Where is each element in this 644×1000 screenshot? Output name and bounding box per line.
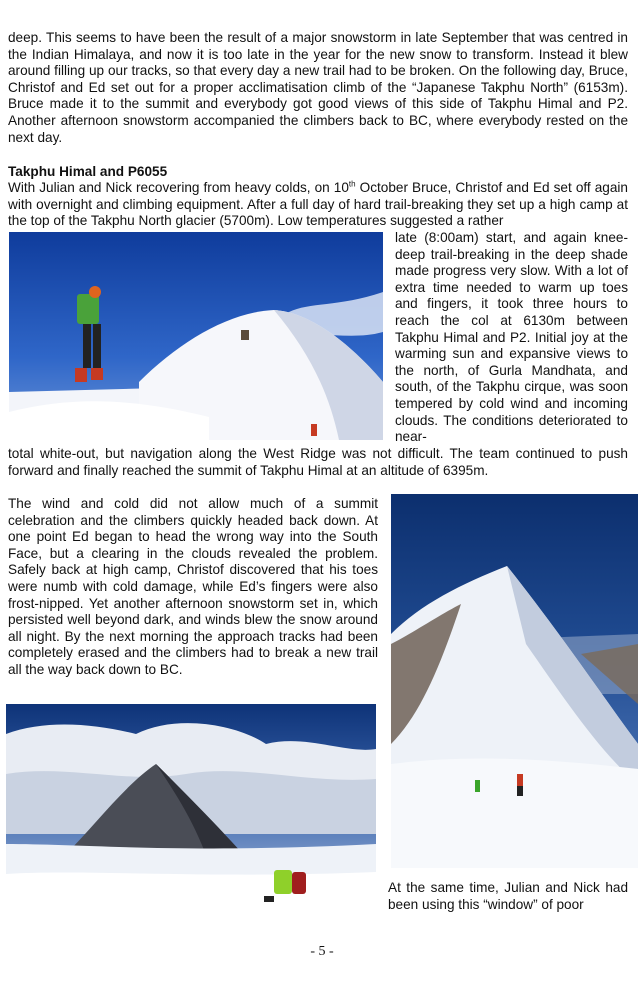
paragraph-window: At the same time, Julian and Nick had been using this “window” of poor [388,880,628,912]
section-heading: Takphu Himal and P6055 [8,164,168,179]
snow-peak-with-two-climbers-photo [391,494,638,868]
paragraph-summit: total white-out, but navigation along the West Ridge was not difficult. The team continued to push forward and finally reached the summit of Takphu Himal at an altitude of 6395m. [8,446,628,478]
paragraph-takphu-intro [8,180,628,230]
paragraph-wrap-text: late (8:00am) start, and again knee-deep trail-breaking in the deep shade made progress very slow. With a lot of extra time needed to warm up toes and fingers, it took three hours to reach the col at 6130m between Takphu Himal and P2. Initial joy at the warming sun and expansive views to the north, of Gurla Mandhata, and south, of the Takphu cirque, was soon tempered by cold wind and incoming clouds. The conditions deteriorated to near- [395,230,628,445]
paragraph-descent: The wind and cold did not allow much of a summit celebration and the climbers quickly headed back down. At one point Ed began to head the wrong way into the South Face, but a clearing in the clouds revealed the problem. Safely back at high camp, Christof discovered that his toes were numb with cold damage, while Ed’s fingers were also frost-nipped. Yet another afternoon snowstorm set in, which persisted well beyond dark, and winds blew the snow around all night. By the next morning the approach tracks had been completely erased and the climbers had to break a new trail all the way back down to BC. [8,496,378,677]
cloudy-peak-with-climber-photo [6,704,376,904]
ordinal-suffix: th [348,179,356,189]
climber-on-snow-ridge-photo [9,232,383,440]
intro-paragraph: deep. This seems to have been the result of a major snowstorm in late September that was centred in the Indian Himalaya, and now it is too late in the year for the new snow to transform. Instead it blew around filling up our tracks, so that every day a new trail had to be broken. On the following day, Bruce, Christof and Ed set out for a proper acclimatisation climb of the “Japanese Takphu North” (6153m). Bruce made it to the summit and everybody got good views of this side of Takphu Himal and P2. Another afternoon snowstorm accompanied the climbers back to BC, where everybody rested on the next day. [8,30,628,145]
paragraph-text-rest: October Bruce, Christof and Ed set off again with overnight and climbing equipment. After a full day of hard trail-breaking they set up a high camp at the top of the Takphu North glacier (5700m). Low temperatures suggested a rather [8,180,628,229]
paragraph-text-start: With Julian and Nick recovering from heavy colds, on 10 [8,180,349,195]
page-number: - 5 - [310,944,334,959]
